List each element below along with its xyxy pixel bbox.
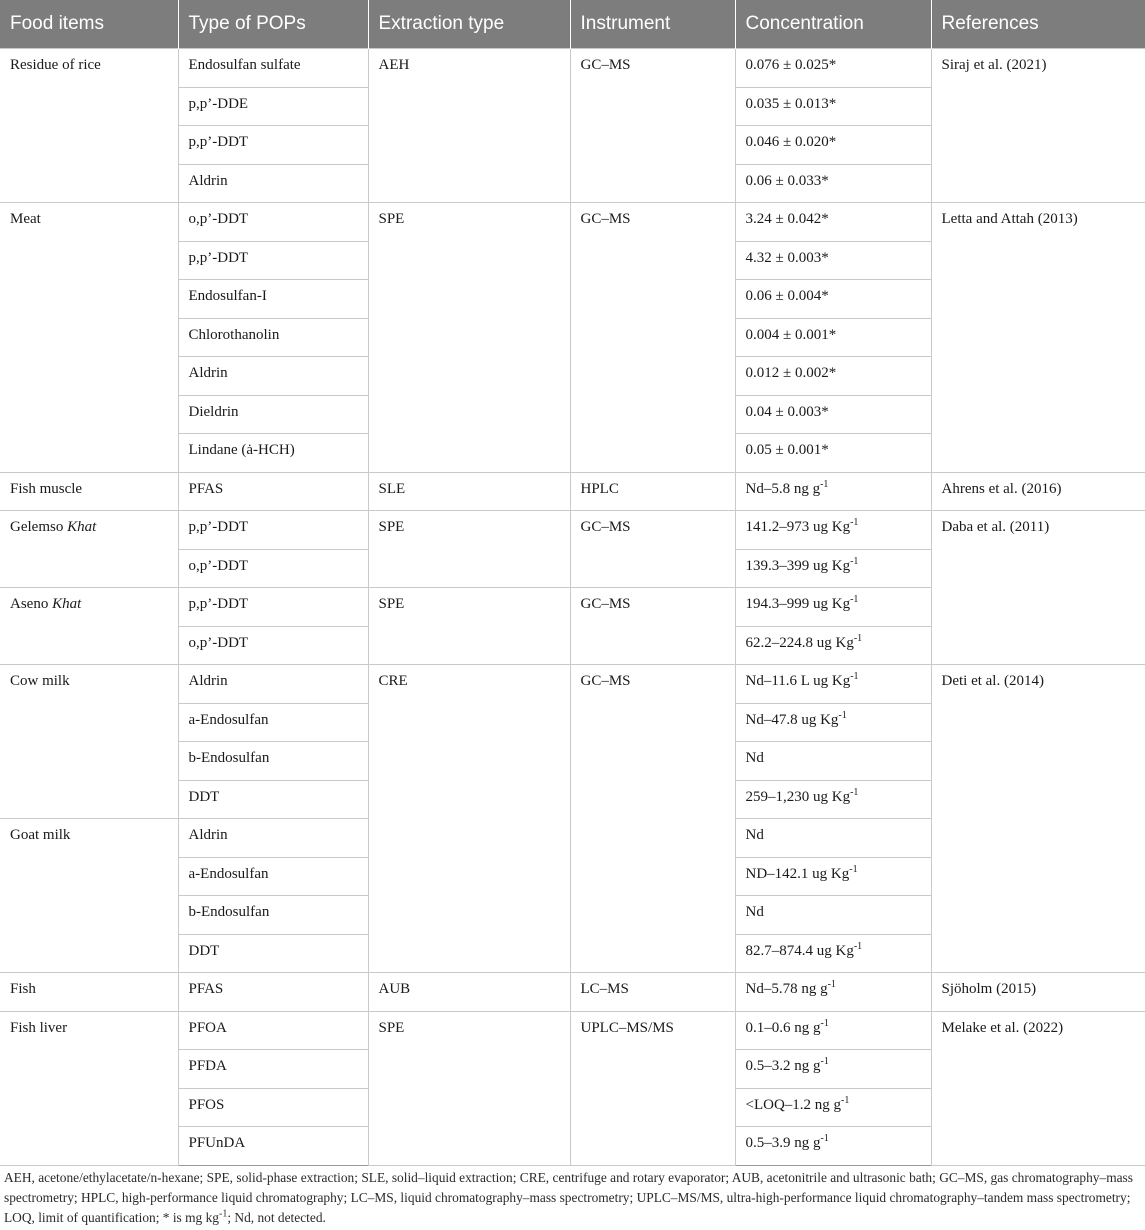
cell-pop-type: Dieldrin [178, 395, 368, 434]
cell-concentration [735, 280, 931, 319]
cell-concentration [735, 472, 931, 511]
concentration-unit-exponent: -1 [853, 632, 863, 644]
concentration-unit-exponent: -1 [820, 1017, 829, 1029]
cell-reference: Ahrens et al. (2016) [931, 472, 1145, 511]
header-type-of-pops: Type of POPs [178, 0, 368, 49]
header-instrument: Instrument [570, 0, 735, 49]
food-item-text: Fish muscle [10, 480, 83, 497]
cell-pop-type: b-Endosulfan [178, 742, 368, 781]
table-row [0, 49, 1145, 88]
cell-concentration [735, 857, 931, 896]
concentration-text: 0.004 ± 0.001* [745, 326, 837, 343]
cell-extraction-type: SLE [368, 472, 570, 511]
cell-pop-type: o,p’-DDT [178, 626, 368, 665]
cell-extraction-type: SPE [368, 511, 570, 588]
cell-concentration [735, 934, 931, 973]
cell-instrument: GC–MS [570, 511, 735, 588]
cell-concentration [735, 780, 931, 819]
cell-pop-type: Aldrin [178, 357, 368, 396]
cell-concentration [735, 549, 931, 588]
concentration-text: ND–142.1 ug Kg [745, 865, 850, 882]
cell-concentration [735, 588, 931, 627]
cell-concentration [735, 819, 931, 858]
concentration-text: 62.2–224.8 ug Kg [745, 634, 854, 651]
cell-food-item [0, 588, 178, 665]
cell-food-item [0, 203, 178, 473]
cell-reference: Deti et al. (2014) [931, 665, 1145, 973]
table-row [0, 973, 1145, 1012]
cell-concentration [735, 1088, 931, 1127]
concentration-text: Nd–5.8 ng g [745, 480, 821, 497]
cell-extraction-type: SPE [368, 588, 570, 665]
cell-instrument: GC–MS [570, 203, 735, 473]
cell-concentration [735, 395, 931, 434]
concentration-unit-exponent: -1 [850, 555, 859, 567]
concentration-unit-exponent: -1 [820, 1133, 829, 1144]
cell-instrument: UPLC–MS/MS [570, 1011, 735, 1165]
header-references: References [931, 0, 1145, 49]
cell-concentration [735, 626, 931, 665]
table-body [0, 49, 1145, 1166]
cell-concentration [735, 1127, 931, 1166]
cell-food-item [0, 1011, 178, 1165]
concentration-text: 4.32 ± 0.003* [745, 249, 829, 266]
cell-food-item [0, 49, 178, 203]
cell-concentration [735, 203, 931, 242]
cell-pop-type: a-Endosulfan [178, 857, 368, 896]
concentration-text: 0.06 ± 0.033* [745, 172, 829, 189]
cell-food-item [0, 665, 178, 819]
cell-instrument: GC–MS [570, 49, 735, 203]
concentration-text: 194.3–999 ug Kg [745, 596, 851, 612]
concentration-text: Nd [745, 827, 764, 843]
footnote-text: AEH, acetone/ethylacetate/n-hexane; SPE, solid-phase extraction; SLE, solid–liquid extraction; CRE, centrifuge and rotary evaporator; AUB, acetonitrile and ultrasonic bath; GC–MS, gas chromatography–mass spectrometry; HPLC, high-performance liquid chromatography; LC–MS, liquid chromatography–mass spectrometry; UPLC–MS/MS, ultra-high-performance liquid chromatography–tandem mass spectrometry; LOQ, limit of quantification; * is mg kg [4, 1170, 1133, 1225]
concentration-unit-exponent: -1 [849, 863, 858, 875]
concentration-text: 141.2–973 ug Kg [745, 519, 851, 535]
header-concentration: Concentration [735, 0, 931, 49]
table-row [0, 665, 1145, 704]
cell-pop-type: DDT [178, 780, 368, 819]
concentration-unit-exponent: -1 [838, 709, 847, 721]
cell-reference: Siraj et al. (2021) [931, 49, 1145, 203]
cell-extraction-type: CRE [368, 665, 570, 973]
cell-extraction-type: AEH [368, 49, 570, 203]
cell-food-item [0, 819, 178, 973]
cell-food-item [0, 511, 178, 588]
cell-pop-type: p,p’-DDE [178, 87, 368, 126]
cell-pop-type: PFOS [178, 1088, 368, 1127]
cell-pop-type: Endosulfan sulfate [178, 49, 368, 88]
concentration-text: 0.05 ± 0.001* [745, 442, 829, 458]
cell-concentration [735, 742, 931, 781]
concentration-text: 0.076 ± 0.025* [745, 57, 837, 73]
concentration-unit-exponent: -1 [853, 940, 863, 952]
cell-concentration [735, 1050, 931, 1089]
concentration-text: Nd [745, 750, 764, 766]
cell-food-item [0, 472, 178, 511]
concentration-text: Nd–5.78 ng g [745, 981, 828, 997]
concentration-text: 82.7–874.4 ug Kg [745, 942, 854, 959]
cell-extraction-type: SPE [368, 1011, 570, 1165]
cell-food-item [0, 973, 178, 1012]
table-row [0, 1011, 1145, 1050]
food-item-text: Fish [10, 981, 36, 997]
concentration-text: 0.5–3.2 ng g [745, 1058, 821, 1074]
cell-concentration [735, 357, 931, 396]
cell-instrument: GC–MS [570, 665, 735, 973]
concentration-unit-exponent: -1 [827, 979, 836, 990]
table-footnote [4, 1168, 1140, 1228]
cell-pop-type: p,p’-DDT [178, 126, 368, 165]
food-item-text: Aseno [10, 596, 53, 612]
concentration-text: 0.012 ± 0.002* [745, 365, 837, 381]
cell-pop-type: Endosulfan-I [178, 280, 368, 319]
cell-reference: Sjöholm (2015) [931, 973, 1145, 1012]
cell-reference: Daba et al. (2011) [931, 511, 1145, 665]
concentration-unit-exponent: -1 [820, 1056, 829, 1067]
concentration-text: 0.046 ± 0.020* [745, 134, 837, 150]
concentration-text: 139.3–399 ug Kg [745, 557, 851, 574]
concentration-unit-exponent: -1 [850, 594, 859, 605]
concentration-unit-exponent: -1 [820, 478, 829, 490]
cell-concentration [735, 49, 931, 88]
concentration-text: Nd [745, 904, 764, 920]
header-row [0, 0, 1145, 49]
concentration-unit-exponent: -1 [850, 671, 859, 682]
concentration-text: 0.035 ± 0.013* [745, 95, 837, 112]
concentration-text: <LOQ–1.2 ng g [745, 1096, 842, 1113]
cell-concentration [735, 434, 931, 473]
cell-pop-type: Aldrin [178, 164, 368, 203]
cell-pop-type: PFAS [178, 973, 368, 1012]
concentration-unit-exponent: -1 [841, 1094, 850, 1106]
concentration-text: 259–1,230 ug Kg [745, 788, 851, 805]
cell-pop-type: o,p’-DDT [178, 549, 368, 588]
food-item-text: Meat [10, 211, 41, 227]
cell-concentration [735, 241, 931, 280]
cell-concentration [735, 126, 931, 165]
food-item-text: Goat milk [10, 827, 71, 843]
table-header [0, 0, 1145, 49]
table-row [0, 511, 1145, 550]
concentration-text: 0.1–0.6 ng g [745, 1019, 821, 1036]
cell-pop-type: PFAS [178, 472, 368, 511]
cell-pop-type: DDT [178, 934, 368, 973]
cell-instrument: HPLC [570, 472, 735, 511]
cell-pop-type: PFDA [178, 1050, 368, 1089]
cell-pop-type: p,p’-DDT [178, 241, 368, 280]
table-row [0, 203, 1145, 242]
cell-concentration [735, 511, 931, 550]
cell-pop-type: Chlorothanolin [178, 318, 368, 357]
food-item-text: Gelemso [10, 519, 68, 535]
cell-concentration [735, 973, 931, 1012]
cell-reference: Melake et al. (2022) [931, 1011, 1145, 1165]
cell-pop-type: Lindane (ȧ-HCH) [178, 434, 368, 473]
cell-pop-type: PFOA [178, 1011, 368, 1050]
concentration-text: 0.04 ± 0.003* [745, 403, 829, 420]
food-item-italic: Khat [67, 519, 97, 535]
cell-concentration [735, 164, 931, 203]
cell-pop-type: Aldrin [178, 819, 368, 858]
cell-concentration [735, 1011, 931, 1050]
cell-instrument: LC–MS [570, 973, 735, 1012]
footnote-superscript: -1 [218, 1208, 228, 1220]
header-extraction-type: Extraction type [368, 0, 570, 49]
footnote-text-end: ; Nd, not detected. [227, 1210, 326, 1225]
food-item-text: Fish liver [10, 1019, 68, 1036]
cell-concentration [735, 896, 931, 935]
cell-pop-type: Aldrin [178, 665, 368, 704]
concentration-text: 0.5–3.9 ng g [745, 1135, 821, 1151]
cell-concentration [735, 703, 931, 742]
concentration-unit-exponent: -1 [850, 786, 859, 798]
food-item-text: Residue of rice [10, 57, 101, 73]
header-food-items: Food items [0, 0, 178, 49]
cell-pop-type: o,p’-DDT [178, 203, 368, 242]
cell-pop-type: PFUnDA [178, 1127, 368, 1166]
concentration-text: Nd–47.8 ug Kg [745, 711, 839, 728]
cell-concentration [735, 318, 931, 357]
table-row [0, 472, 1145, 511]
cell-pop-type: a-Endosulfan [178, 703, 368, 742]
concentration-text: Nd–11.6 L ug Kg [745, 673, 851, 689]
cell-instrument: GC–MS [570, 588, 735, 665]
cell-reference: Letta and Attah (2013) [931, 203, 1145, 473]
cell-extraction-type: SPE [368, 203, 570, 473]
concentration-unit-exponent: -1 [850, 517, 859, 528]
cell-extraction-type: AUB [368, 973, 570, 1012]
cell-concentration [735, 87, 931, 126]
cell-pop-type: p,p’-DDT [178, 511, 368, 550]
concentration-text: 3.24 ± 0.042* [745, 211, 829, 227]
cell-pop-type: p,p’-DDT [178, 588, 368, 627]
food-item-text: Cow milk [10, 673, 70, 689]
concentration-text: 0.06 ± 0.004* [745, 288, 829, 304]
food-item-italic: Khat [52, 596, 82, 612]
cell-pop-type: b-Endosulfan [178, 896, 368, 935]
cell-concentration [735, 665, 931, 704]
